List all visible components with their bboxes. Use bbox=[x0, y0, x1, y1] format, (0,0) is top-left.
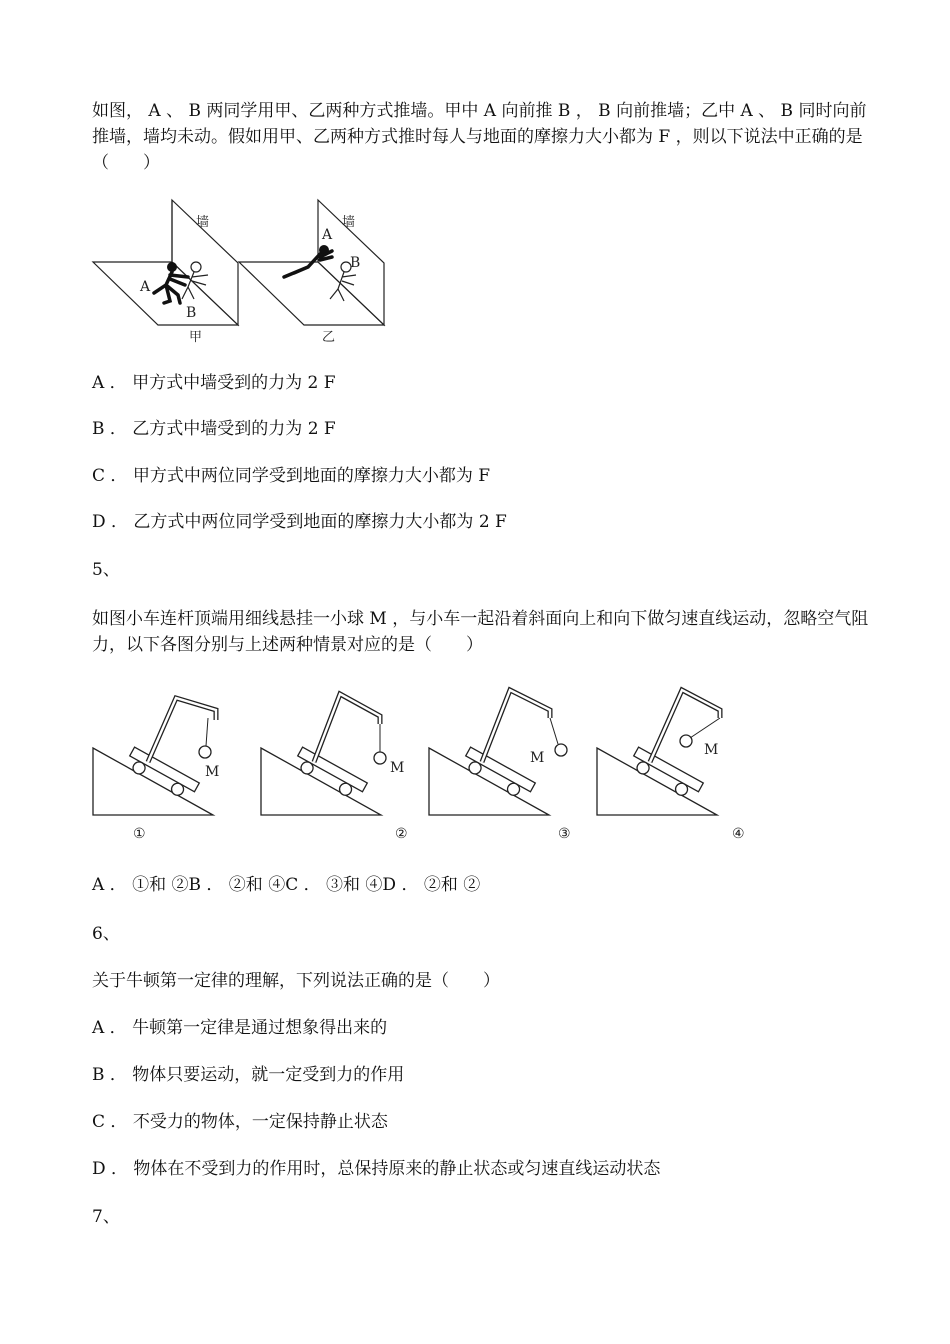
panel-2-caption: ② bbox=[395, 826, 408, 842]
panel-3-caption: ③ bbox=[558, 826, 571, 842]
q6-stem: 关于牛顿第一定律的理解，下列说法正确的是（ ） bbox=[92, 971, 500, 991]
panel-4-ball-label: M bbox=[704, 742, 719, 758]
panel-1-caption: ① bbox=[133, 826, 146, 842]
q5-figure bbox=[88, 680, 745, 845]
jia-a-label: A bbox=[140, 279, 151, 295]
q4-option-d: D ． 乙方式中两位同学受到地面的摩擦力大小都为 2 F bbox=[92, 512, 507, 532]
figure-jia bbox=[93, 200, 238, 345]
yi-caption: 乙 bbox=[322, 330, 336, 345]
jia-caption: 甲 bbox=[189, 330, 203, 345]
slope-panel-3 bbox=[429, 690, 571, 842]
slope-panel-1 bbox=[93, 698, 219, 842]
q7-number: 7、 bbox=[92, 1207, 120, 1227]
q4-option-a: A ． 甲方式中墙受到的力为 2 F bbox=[92, 373, 336, 393]
panel-2-ball-label: M bbox=[390, 760, 405, 776]
jia-wall-label: 墙 bbox=[196, 215, 210, 230]
slope-panel-4 bbox=[597, 690, 745, 842]
q4-stem: 如图， A 、 B 两同学用甲、乙两种方式推墙。甲中 A 向前推 B ， B 向前推墙；乙中 A 、 B 同时向前推墙，墙均未动。假如用甲、乙两种方式推时每人与地面的摩擦力大小都为 F ，则以下说法中正确的是（ ） bbox=[92, 101, 867, 173]
q5-number: 5、 bbox=[92, 560, 120, 580]
q6-number: 6、 bbox=[92, 924, 120, 944]
yi-b-label: B bbox=[350, 255, 361, 271]
q4-option-c: C ． 甲方式中两位同学受到地面的摩擦力大小都为 F bbox=[92, 466, 491, 486]
q6-option-a: A ． 牛顿第一定律是通过想象得出来的 bbox=[92, 1018, 388, 1038]
yi-wall-label: 墙 bbox=[342, 215, 356, 230]
q6-option-d: D ． 物体在不受到力的作用时，总保持原来的静止状态或匀速直线运动状态 bbox=[92, 1159, 661, 1179]
panel-4-caption: ④ bbox=[732, 826, 745, 842]
q6-option-c: C ． 不受力的物体，一定保持静止状态 bbox=[92, 1112, 388, 1132]
q5-options: A ． ①和 ②B ． ②和 ④C ． ③和 ④D ． ②和 ② bbox=[92, 875, 481, 895]
slope-panel-2 bbox=[261, 694, 408, 842]
panel-3-ball-label: M bbox=[530, 750, 545, 766]
q4-option-b: B ． 乙方式中墙受到的力为 2 F bbox=[92, 419, 336, 439]
panel-1-ball-label: M bbox=[205, 764, 220, 780]
q4-figure bbox=[88, 195, 388, 345]
q5-stem: 如图小车连杆顶端用细线悬挂一小球 M ，与小车一起沿着斜面向上和向下做匀速直线运动，忽略空气阻力，以下各图分别与上述两种情景对应的是（ ） bbox=[92, 609, 869, 655]
q6-option-b: B ． 物体只要运动，就一定受到力的作用 bbox=[92, 1065, 405, 1085]
yi-a-label: A bbox=[322, 227, 333, 243]
jia-b-label: B bbox=[186, 305, 197, 321]
figure-yi bbox=[239, 200, 384, 345]
